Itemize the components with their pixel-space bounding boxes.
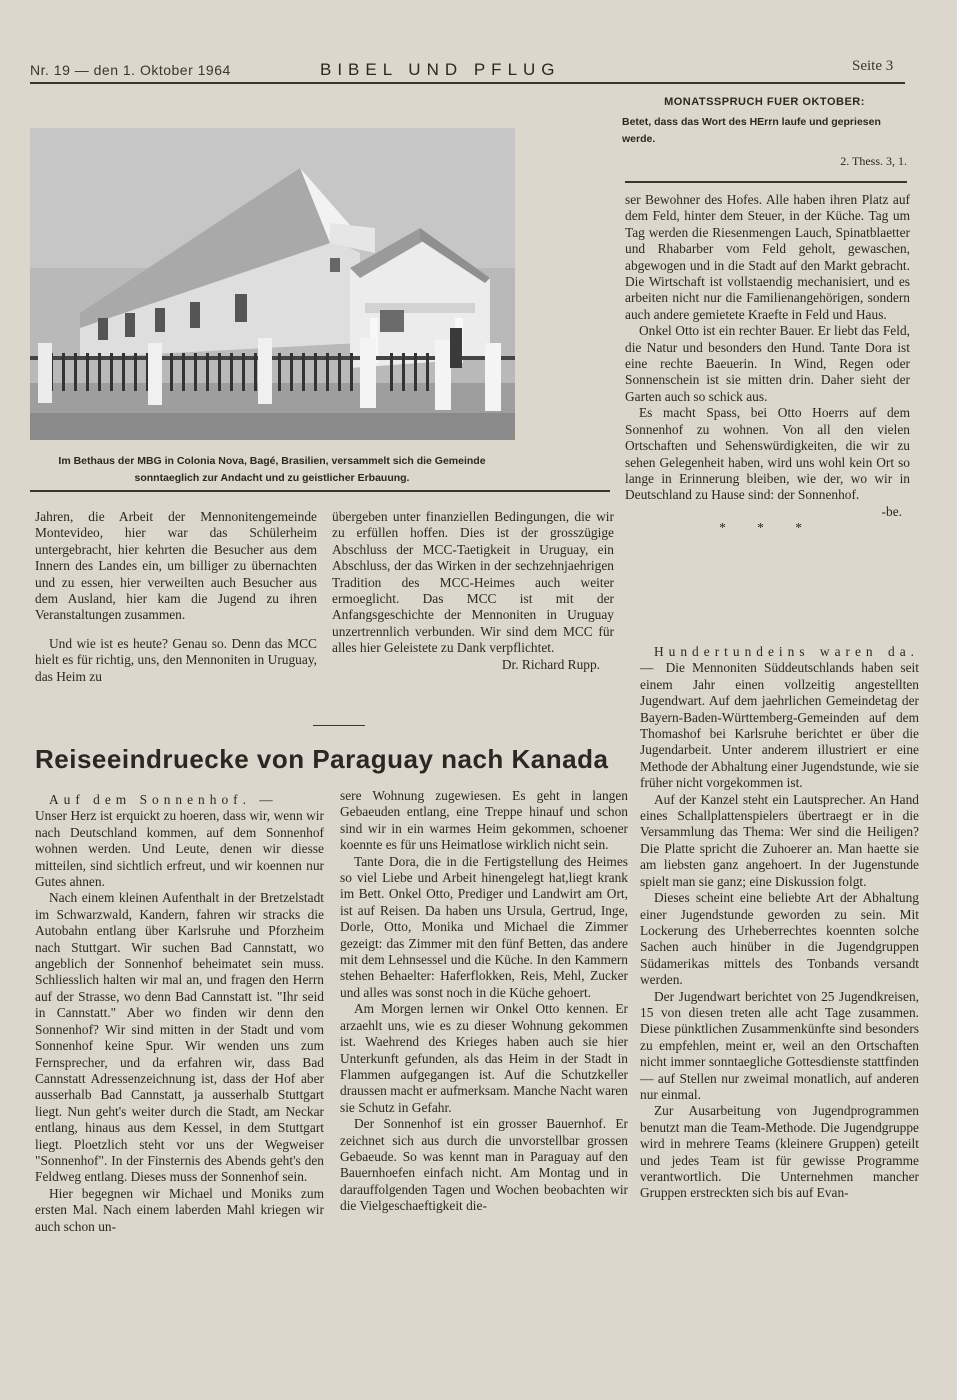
sonnenhof-paragraph: Es macht Spass, bei Otto Hoerrs auf dem Sonnenhof zu wohnen. Von all den vielen Ortschaften und Sehenswürdigkeiten, die wir zu sehen Gelegenheit haben, wird uns wohl kein Ort so lange in Erinnerung bleiben, wie der, wo wir in Deutschland zu Hause sind: der Sonnenhof. [625, 405, 910, 503]
article2-column2 [340, 788, 628, 1215]
monatsspruch-text: Betet, dass das Wort des HErrn laufe und gepriesen werde. [622, 116, 881, 145]
article2-lead: Auf dem Sonnenhof. — [49, 792, 278, 807]
monatsspruch-rule [625, 181, 907, 183]
article1-paragraph: übergeben unter finanziellen Bedingungen, die wir zu erfüllen hoffen. Dies ist der grosszügige Abschluss der MCC-Taetigkeit in Uruguay, ein Abschluss, der das Wirken in der sechzehnjaehrigen Tradition des MCC-Heimes auch weiter ermoeglicht. Das MCC ist mit der Anfangsgeschichte der Mennoniten in Uruguay unzertrennlich verbunden. Wir sind dem MCC für alles hier Geleistete zu Dank verpflichtet. [332, 509, 614, 656]
article1-column1 [35, 509, 317, 685]
article2-paragraph: Der Sonnenhof ist ein grosser Bauernhof. Er zeichnet sich aus durch die unvorstellbar grossen Gebaeude. So was kennt man in Paraguay auf den Bauernhoefen einfach nicht. Am Montag und in darauffolgenden Tagen und Wochen beobachten wir die Vielgeschaeftigkeit die- [340, 1116, 628, 1214]
sonnenhof-continuation [625, 192, 910, 537]
article1-column2 [332, 509, 614, 673]
masthead-title: BIBEL UND PFLUG [320, 60, 561, 79]
article2-paragraph: Hier begegnen wir Michael und Moniks zum ersten Mal. Nach einem laberden Mahl kriegen wir auch schon un- [35, 1185, 324, 1234]
header-rule [30, 82, 905, 84]
church-building-illustration [30, 128, 515, 440]
sonnenhof-author: -be. [881, 503, 902, 519]
church-photo [30, 128, 515, 440]
article2-paragraph: Nach einem kleinen Aufenthalt in der Bretzelstadt im Schwarzwald, Kandern, fahren wir stracks die Autobahn entlang über Karlsruhe und Pforzheim nach Stuttgart. Wir suchen Bad Cannstatt, wo angeblich der Sonnenhof beheimatet sein muss. Schliesslich halten wir mal an, und fragen den Herrn auf der Strasse, wo denn Bad Cannstatt ist. "Ihr seid in Cannstatt." Aber wo finden wir denn den Sonnenhof? Wir sind mitten in der Stadt und vom Sonnenhof keine Spur. Wir wenden uns zum Fernsprecher, und da erfahren wir, dass Bad Cannstatt Adressenzeichnung ist, dass der Hof aber ausserhalb Bad Cannstatt, ja ausserhalb Stuttgart liegt. Nun geht's weiter durch die Stadt, am Neckar entlang, hinaus aus dem Kessel, in dem Stuttgart liegt. Ploetzlich steht vor uns der Wegweiser "Sonnenhof". In der Finsternis des Abends geht's den Feldweg entlang. Dieses muss der Sonnenhof sein. [35, 890, 324, 1185]
monatsspruch-box [622, 96, 907, 169]
article2-paragraph: sere Wohnung zugewiesen. Es geht in langen Gebaeuden entlang, eine Treppe hinauf und schon sind wir in ein warmes Heim gekommen, schoener koennte es für uns Heimatlose wirklich nicht sein. [340, 788, 628, 853]
article3-paragraph: Die Mennoniten Süddeutschlands haben seit einem Jahr einen vollzeitig angestellten Jugendwart. Auf dem jaehrlichen Gemeindetag der Bayern-Baden-Württemberg-Gemeinden auf dem Thomashof bei Karlsruhe berichtet er über die Jugendarbeit. Unter anderem illustriert er eine Methode der Abhaltung einer Jugendstunde, wie sie früher nicht vorgekommen ist. [640, 660, 919, 791]
sonnenhof-paragraph: ser Bewohner des Hofes. Alle haben ihren Platz auf dem Feld, hinter dem Steuer, in der Küche. Tag um Tag werden die Riesenmengen Lauch, Spinatblaetter und Rhabarber vom Feld geholt, gewaschen, abgewogen und in die Stadt auf den Markt gebracht. Die Wirtschaft ist vollstaendig mechanisiert, und es arbeiten nicht nur die Familienangehörigen, sondern auch andere gemietete Kraefte in Feld und Haus. [625, 192, 910, 322]
caption-rule [30, 490, 610, 492]
sonnenhof-paragraph: Onkel Otto ist ein rechter Bauer. Er liebt das Feld, die Natur und besonders den Hund. Tante Dora ist eine rechte Baeuerin. In Wind, Regen oder Sonnenschein ist sie mitten drin. Daher sieht der Garten auch so schick aus. [625, 323, 910, 404]
article3-paragraph: Auf der Kanzel steht ein Lautsprecher. An Hand eines Schallplattenspielers übertraegt er in die Versammlung das Thema: Wer sind die Heiligen? Die Platte spricht die Zuhoerer an. Man haette sie am liebsten ganz angehoert. In der Jugenstunde spielt man sie ganz; eine Diskussion folgt. [640, 791, 919, 889]
article2-paragraph: Unser Herz ist erquickt zu hoeren, dass wir, wenn wir nach Deutschland kommen, auf dem Sonnenhof wohnen werden. Und Leute, denen wir diesse mitteilen, sind sichtlich erfreut, und wir koennen nur Gutes ahnen. [35, 808, 324, 890]
page-number: Seite 3 [852, 58, 894, 74]
article3-paragraph: Dieses scheint eine beliebte Art der Abhaltung einer Jugendstunde geworden zu sein. Mit Lockerung des Urheberrechtes koennten solche Sachen auch hinüber in die Jugendgruppen Südamerikas mittels des Tonbands versandt werden. [640, 890, 919, 988]
monatsspruch-title: MONATSSPRUCH FUER OKTOBER: [664, 96, 865, 108]
issue-line: Nr. 19 — den 1. Oktober 1964 [30, 62, 231, 78]
section-divider [313, 725, 365, 726]
article2-column1 [35, 792, 324, 1235]
article3-paragraph: Zur Ausarbeitung von Jugendprogrammen benutzt man die Team-Methode. Die Jugendgruppe wird in mehrere Teams (kleinere Gruppen) geteilt und jedes Team ist für gewisse Programme verantwortlich. Die Unternehmen mancher Gruppen erstreckten sich bis auf Evan- [640, 1103, 919, 1201]
article1-paragraph: Und wie ist es heute? Genau so. Denn das MCC hielt es für richtig, uns, den Mennoniten in Uruguay, das Heim zu [35, 635, 317, 684]
section-stars: * * * [719, 520, 816, 536]
article3-lead: Hundertundeins waren da. — [640, 644, 919, 676]
article2-paragraph: Am Morgen lernen wir Onkel Otto kennen. Er arzaehlt uns, wie es zu dieser Wohnung gekommen ist. Waehrend des Krieges haben auch sie hier Unterkunft gefunden, als das Heim in der Stadt in Flammen aufgegangen ist. Auf die Schutzkeller draussen macht er aufmerksam. Manche Nacht waren sie Schutz in Gefahr. [340, 1001, 628, 1115]
article2-headline: Reiseeindruecke von Paraguay nach Kanada [35, 744, 609, 774]
article1-paragraph: Jahren, die Arbeit der Mennonitengemeinde Montevideo, hier war das Schülerheim untergebracht, hier kehrten die Besucher aus dem Innern des Landes ein, um billiger zu übernachten und zu essen, hier verweilten auch Besucher aus dem Ausland, hier kam die Jugend zu ihren Veranstaltungen zusammen. [35, 509, 317, 623]
article2-paragraph: Tante Dora, die in die Fertigstellung des Heimes so viel Liebe und Arbeit hinengelegt hat,liegt krank im Bett. Onkel Otto, Prediger und Landwirt am Ort, ist auf Reisen. Da haben uns Ursula, Gertrud, Inge, Dorle, Otto, Monika und Michael die Zimmer gezeigt: das Zimmer mit den fünf Betten, das andere mit dem Lehnsessel und die Küche. In den Kammern stehen Behaelter: Haferflokken, Reis, Mehl, Zucker und alles was sonst noch in die Küche gehoert. [340, 853, 628, 1000]
article1-signature: Dr. Richard Rupp. [501, 656, 600, 672]
article3-paragraph: Der Jugendwart berichtet von 25 Jugendkreisen, 15 von diesen treten alle acht Tage zusammen. Diese pünktlichen Zusammenkünfte sind besonders zu empfehlen, meint er, weil an den Ortschaften nicht immer sonntaegliche Gottesdienste stattfinden — auf Stellen nur zweimal monatlich, auf anderen nur einmal. [640, 988, 919, 1102]
monatsspruch-reference: 2. Thess. 3, 1. [840, 154, 907, 168]
photo-caption: Im Bethaus der MBG in Colonia Nova, Bagé, Brasilien, versammelt sich die Gemeinde sonntaeglich zur Andacht und zu geistlicher Erbauung. [58, 455, 486, 484]
article3-column [640, 644, 919, 1202]
